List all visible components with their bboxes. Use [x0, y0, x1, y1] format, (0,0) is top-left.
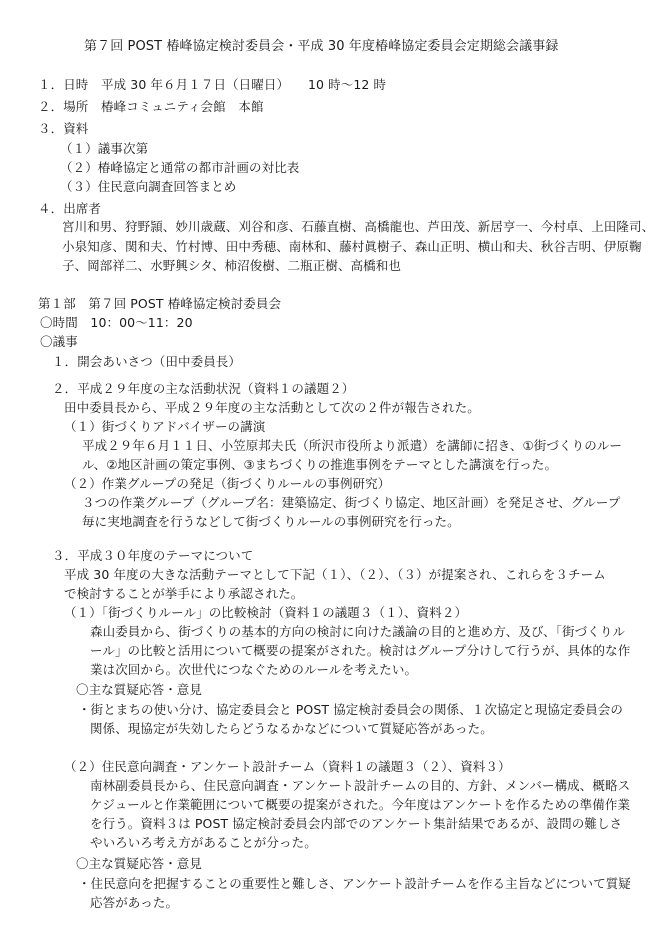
paragraph-line: 平成 30 年度の大きな活動テーマとして下記（１）、（２）、（３）が提案され、これらを３チーム [64, 567, 606, 582]
meeting-place: ２．場所 椿峰コミュニティ会館 本館 [38, 99, 264, 114]
paragraph-line: ル、②地区計画の策定事例、③まちづくりの推進事例をテーマとした講演を行った。 [82, 457, 558, 472]
material-item: （１）議事次第 [60, 141, 149, 156]
paragraph-line: で検討することが挙手により承認された。 [64, 586, 304, 601]
material-item: （２）椿峰協定と通常の都市計画の対比表 [60, 160, 300, 175]
paragraph-line: やいろいろ考え方があることが分った。 [90, 835, 317, 850]
agenda-item-3-heading: ３．平成３０年度のテーマについて [52, 548, 254, 563]
qa-bullet: ・街とまちの使い分け、協定委員会と POST 協定検討委員会の関係、１次協定と現協定委員会の [78, 702, 623, 717]
attendees-line: 宮川和男、狩野頴、妙川歳蔵、刈谷和彦、石藤直樹、高橋龍也、芦田茂、新居亨一、今村卓、上田隆司、 [62, 219, 655, 234]
paragraph-line: 関係、現協定が失効したらどうなるかなどについて質疑応答があった。 [90, 721, 493, 736]
qa-bullet: ・住民意向を把握することの重要性と難しさ、アンケート設計チームを作る主旨などについて質疑 [78, 876, 631, 891]
paragraph-line: 南林副委員長から、住民意向調査・アンケート設計チームの目的、方針、メンバー構成、概略ス [90, 778, 631, 793]
paragraph-line: 毎に実地調査を行うなどして街づくりルールの事例研究を行った。 [82, 514, 460, 529]
subitem-heading: （１）街づくりアドバイザーの講演 [64, 419, 266, 434]
attendees-line: 小泉知彦、関和夫、竹村博、田中秀穂、南林和、藤村眞樹子、森山正明、横山和夫、秋谷吉明、伊原鞠 [62, 239, 642, 254]
qa-label: 〇主な質疑応答・意見 [76, 856, 203, 871]
materials-heading: ３．資料 [38, 121, 89, 136]
subitem-heading: （２）住民意向調査・アンケート設計チーム（資料１の議題３（２）、資料３） [64, 759, 511, 774]
subitem-heading: （１）「街づくりルール」の比較検討（資料１の議題３（１）、資料２） [64, 605, 468, 620]
attendees-line: 子、岡部祥二、水野興シタ、柿沼俊樹、二瓶正樹、高橋和也 [62, 258, 401, 273]
agenda-item-2-heading: ２．平成２９年度の主な活動状況（資料１の議題２） [52, 381, 355, 396]
agenda-label: 〇議事 [40, 334, 78, 349]
paragraph-line: ケジュールと作業範囲について概要の提案がされた。今年度はアンケートを作るための準備作業 [90, 797, 631, 812]
part1-heading: 第１部 第７回 POST 椿峰協定検討委員会 [38, 296, 282, 311]
qa-label: 〇主な質疑応答・意見 [76, 682, 203, 697]
paragraph-line: 平成２９年６月１１日、小笠原邦夫氏（所沢市役所より派遣）を講師に招き、①街づくりのルー [82, 438, 623, 453]
attendees-heading: ４．出席者 [38, 201, 102, 216]
paragraph-line: 田中委員長から、平成２９年度の主な活動として次の２件が報告された。 [64, 400, 480, 415]
paragraph-line: ３つの作業グループ（グループ名：建築協定、街づくり協定、地区計画）を発足させ、グループ [82, 495, 621, 510]
paragraph-line: 業は次回から。次世代につなぐためのルールを考えたい。 [90, 662, 418, 677]
paragraph-line: 森山委員から、街づくりの基本的方向の検討に向けた議論の目的と進め方、及び、「街づくりル [90, 624, 626, 639]
meeting-date: １．日時 平成 30 年６月１７日（日曜日） 10 時〜12 時 [38, 77, 387, 92]
agenda-item-opening: １．開会あいさつ（田中委員長） [52, 354, 242, 369]
material-item: （３）住民意向調査回答まとめ [60, 179, 237, 194]
paragraph-line: ール」の比較と活用について概要の提案がされた。検討はグループ分けして行うが、具体的な作 [90, 643, 631, 658]
paragraph-line: 応答があった。 [90, 895, 179, 910]
subitem-heading: （２）作業グループの発足（街づくりルールの事例研究） [64, 476, 391, 491]
document-title: 第７回 POST 椿峰協定検討委員会・平成 30 年度椿峰協定委員会定期総会議事録 [84, 39, 559, 54]
paragraph-line: を行う。資料３は POST 協定検討委員会内部でのアンケート集計結果であるが、設問の難しさ [90, 816, 623, 831]
part1-time: 〇時間 10：00〜11：20 [40, 315, 193, 330]
